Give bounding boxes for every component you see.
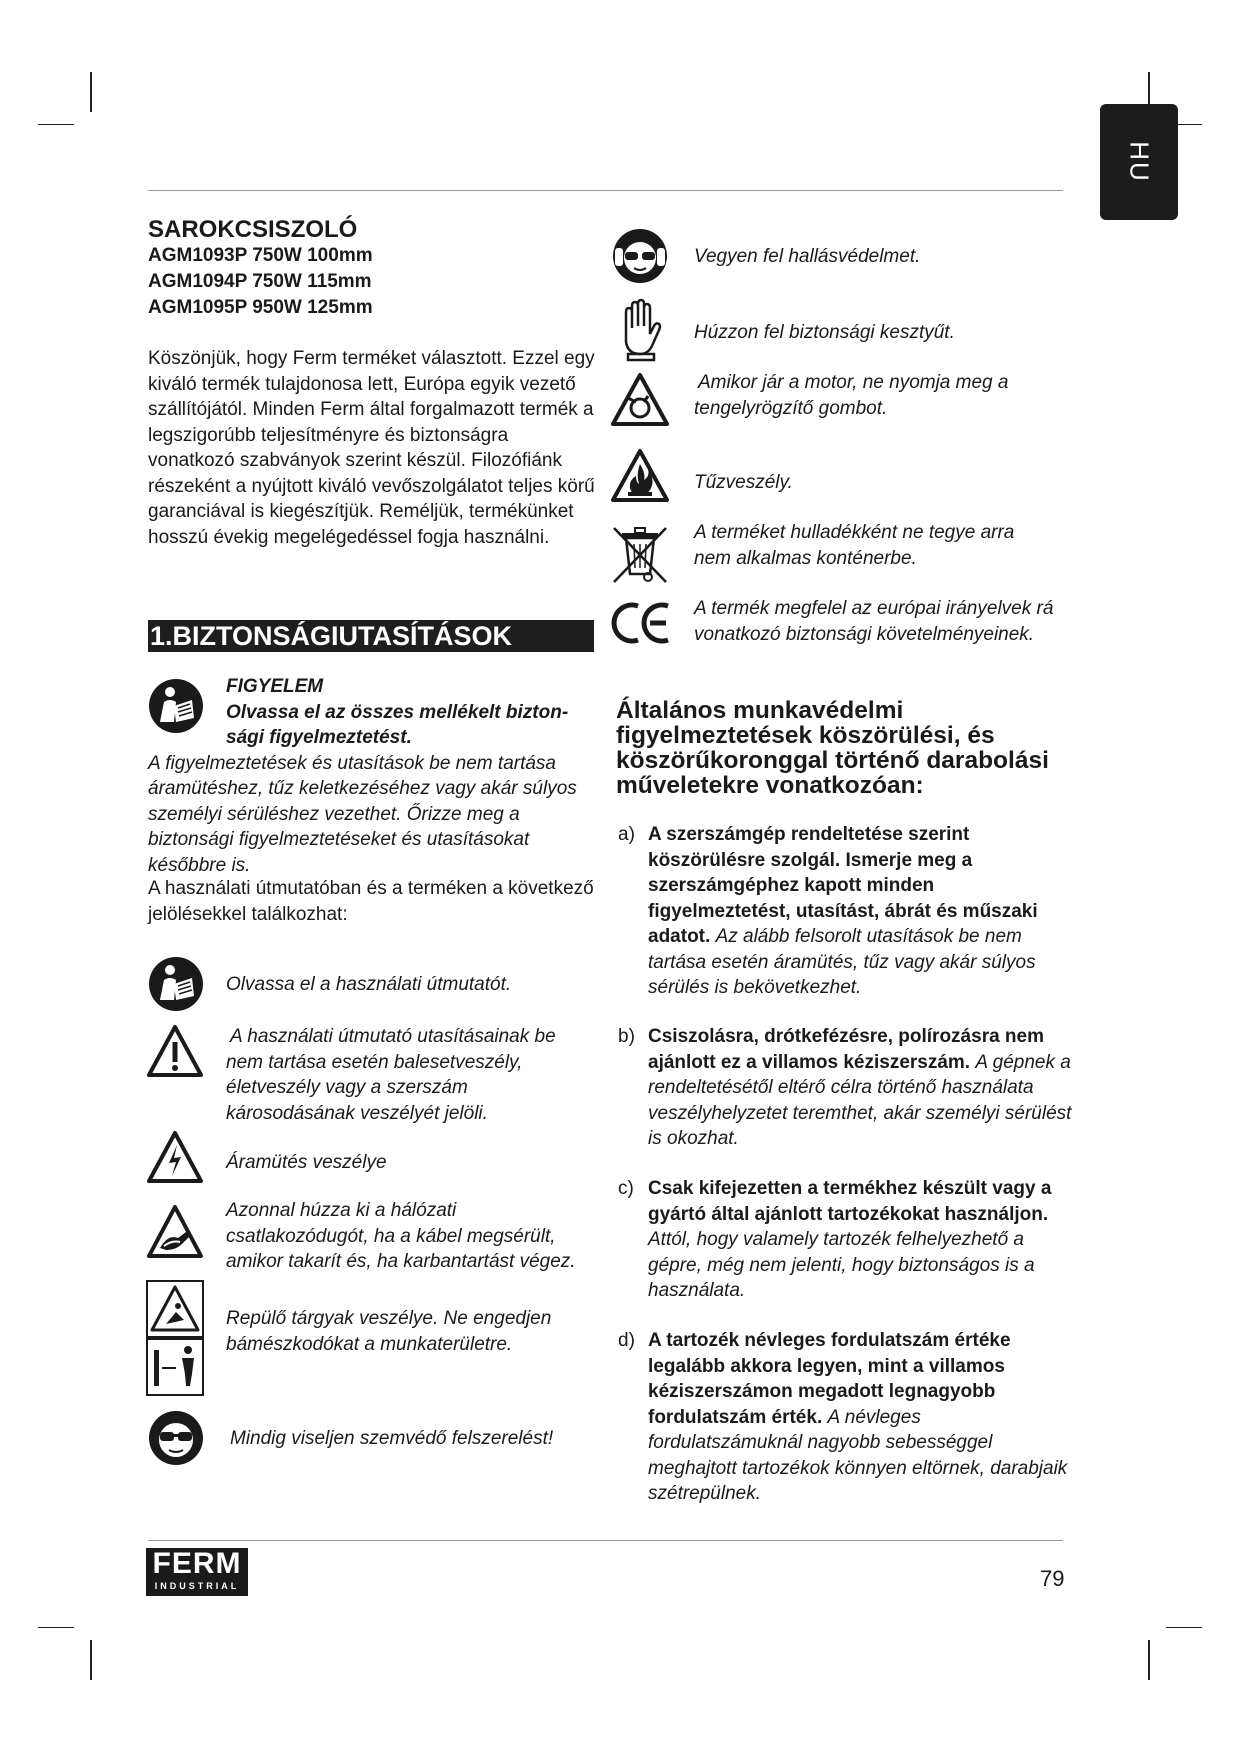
- symbol-text: A használati útmutató utasításainak be nem tartása esetén balesetveszély, életveszély vagy a szerszám károsodásának veszélyét jelöli.: [226, 1026, 556, 1124]
- logo-main: FERM: [152, 1547, 242, 1580]
- model-line: AGM1094P 750W 115mm: [148, 271, 372, 292]
- item-letter: d): [618, 1330, 635, 1351]
- crop-mark: [1166, 1627, 1202, 1628]
- item-letter: c): [618, 1178, 634, 1199]
- warning-text: A figyelmeztetések és utasítások be nem tartása áramütéshez, tűz keletkezéséhez vagy akár súlyos személyi sérüléshez vezethet. Őrizze meg a biztonsági figyelmeztetéseket és utasításokat későbbre is.: [148, 752, 577, 876]
- ferm-logo: [146, 1548, 248, 1596]
- warning-triangle-icon: [146, 1024, 204, 1078]
- item-italic: A névleges fordulatszámuknál nagyobb sebességgel meghajtott tartozékok könnyen eltörnek, darabjaik szétrepülnek.: [648, 1406, 1068, 1504]
- electric-shock-icon: [146, 1130, 204, 1184]
- read-manual-icon: [148, 956, 204, 1012]
- item-bold: Csiszolásra, drótkefézésre, polírozásra nem ajánlott ez a villamos kéziszerszám.: [648, 1026, 1044, 1073]
- list-item: [618, 1024, 1073, 1152]
- item-italic: Az alább felsorolt utasítások be nem tartása esetén áramütés, tűz vagy akár súlyos sérülés is bekövetkezhet.: [648, 926, 1036, 998]
- bottom-rule: [148, 1540, 1063, 1541]
- symbol-text: Vegyen fel hallásvédelmet.: [694, 246, 921, 267]
- item-bold: Csak kifejezetten a termékhez készült vagy a gyártó által ajánlott tartozékokat használjon.: [648, 1178, 1052, 1225]
- list-item: [618, 1176, 1073, 1304]
- item-letter: b): [618, 1026, 635, 1047]
- crossed-bin-icon: [610, 524, 670, 586]
- gloves-icon: [614, 298, 666, 362]
- language-tab-label: HU: [1124, 141, 1155, 183]
- item-letter: a): [618, 824, 635, 845]
- crop-mark: [1148, 1640, 1150, 1680]
- item-bold: A tartozék névleges fordulatszám értéke legalább akkora legyen, mint a villamos kéziszerszámon megadott legnagyobb fordulatszám érték.: [648, 1330, 1011, 1428]
- crop-mark: [90, 1640, 92, 1680]
- list-item: [618, 1328, 1073, 1507]
- warning-lead: Olvassa el az összes mellékelt bizton-sági figyelmeztetést.: [226, 701, 569, 748]
- logo-sub: INDUSTRIAL: [154, 1581, 240, 1591]
- crop-mark: [38, 1627, 74, 1628]
- general-heading: Általános munkavédelmi figyelmeztetések köszörülési, és köszörűkoronggal történő darabolási műveletekre vonatkozóan:: [616, 697, 1049, 799]
- list-item: [618, 822, 1073, 1001]
- section-title: 1.BIZTONSÁGIUTASÍTÁSOK: [148, 620, 594, 652]
- model-line: AGM1093P 750W 100mm: [148, 245, 373, 266]
- spindle-lock-warning-icon: [610, 372, 670, 428]
- page-title: SAROKCSISZOLÓ: [148, 216, 358, 243]
- symbol-text: A terméket hulladékként ne tegye arra nem alkalmas konténerbe.: [694, 522, 1015, 569]
- symbol-text: Olvassa el a használati útmutatót.: [226, 974, 512, 995]
- flying-objects-icon: [146, 1280, 204, 1396]
- page-number: 79: [1040, 1566, 1065, 1591]
- crop-mark: [90, 72, 92, 112]
- symbol-text: Mindig viseljen szemvédő felszerelést!: [230, 1428, 554, 1449]
- symbols-intro: A használati útmutatóban és a terméken a következő jelölésekkel találkozhat:: [148, 878, 594, 925]
- model-line: AGM1095P 950W 125mm: [148, 297, 373, 318]
- symbol-text: Amikor jár a motor, ne nyomja meg a tengelyrögzítő gombot.: [694, 372, 1009, 419]
- model-list: [148, 243, 373, 321]
- ce-mark-icon: [610, 600, 672, 646]
- symbol-text: Áramütés veszélye: [226, 1152, 387, 1173]
- symbol-text: Húzzon fel biztonsági kesztyűt.: [694, 322, 955, 343]
- symbol-text: Tűzveszély.: [694, 472, 793, 493]
- hearing-protection-icon: [612, 228, 668, 284]
- symbol-text: Azonnal húzza ki a hálózati csatlakozódugót, ha a kábel megsérült, amikor takarít és, ha karbantartást végez.: [226, 1200, 576, 1272]
- item-bold: A szerszámgép rendeltetése szerint köszörülésre szolgál. Ismerje meg a szerszámgéphez kapott minden figyelmeztetést, utasítást, ábrát és műszaki adatot.: [648, 824, 1038, 947]
- safety-glasses-icon: [148, 1410, 204, 1466]
- item-italic: A gépnek a rendeltetésétől eltérő célra történő használata veszélyhelyzetet teremthet, akár személyi sérülést is okozhat.: [648, 1051, 1072, 1149]
- warning-label: FIGYELEM: [226, 676, 324, 697]
- item-italic: Attól, hogy valamely tartozék felhelyezhető a gépre, még nem jelenti, hogy biztonságos is a használata.: [648, 1229, 1035, 1301]
- top-rule: [148, 190, 1063, 191]
- intro-paragraph: Köszönjük, hogy Ferm terméket választott. Ezzel egy kiváló termék tulajdonosa lett, Európa egyik vezető szállítójától. Minden Ferm által forgalmazott termék a legszigorúbb teljesítményre és biztonságra vonatkozó szabványok szerint készül. Filozófiánk részeként a nyújtott kiváló vevőszolgálatot teljes körű garanciával is kiegészítjük. Reméljük, termékünket hosszú évekig megelégedéssel fogja használni.: [148, 348, 595, 548]
- symbol-text: Repülő tárgyak veszélye. Ne engedjen bámészkodókat a munkaterületre.: [226, 1308, 552, 1355]
- crop-mark: [38, 124, 74, 125]
- unplug-icon: [146, 1204, 204, 1260]
- fire-hazard-icon: [610, 448, 670, 504]
- warning-block: [148, 674, 598, 878]
- symbol-text: A termék megfelel az európai irányelvek rá vonatkozó biztonsági követelményeinek.: [694, 598, 1054, 645]
- language-tab: [1100, 104, 1178, 220]
